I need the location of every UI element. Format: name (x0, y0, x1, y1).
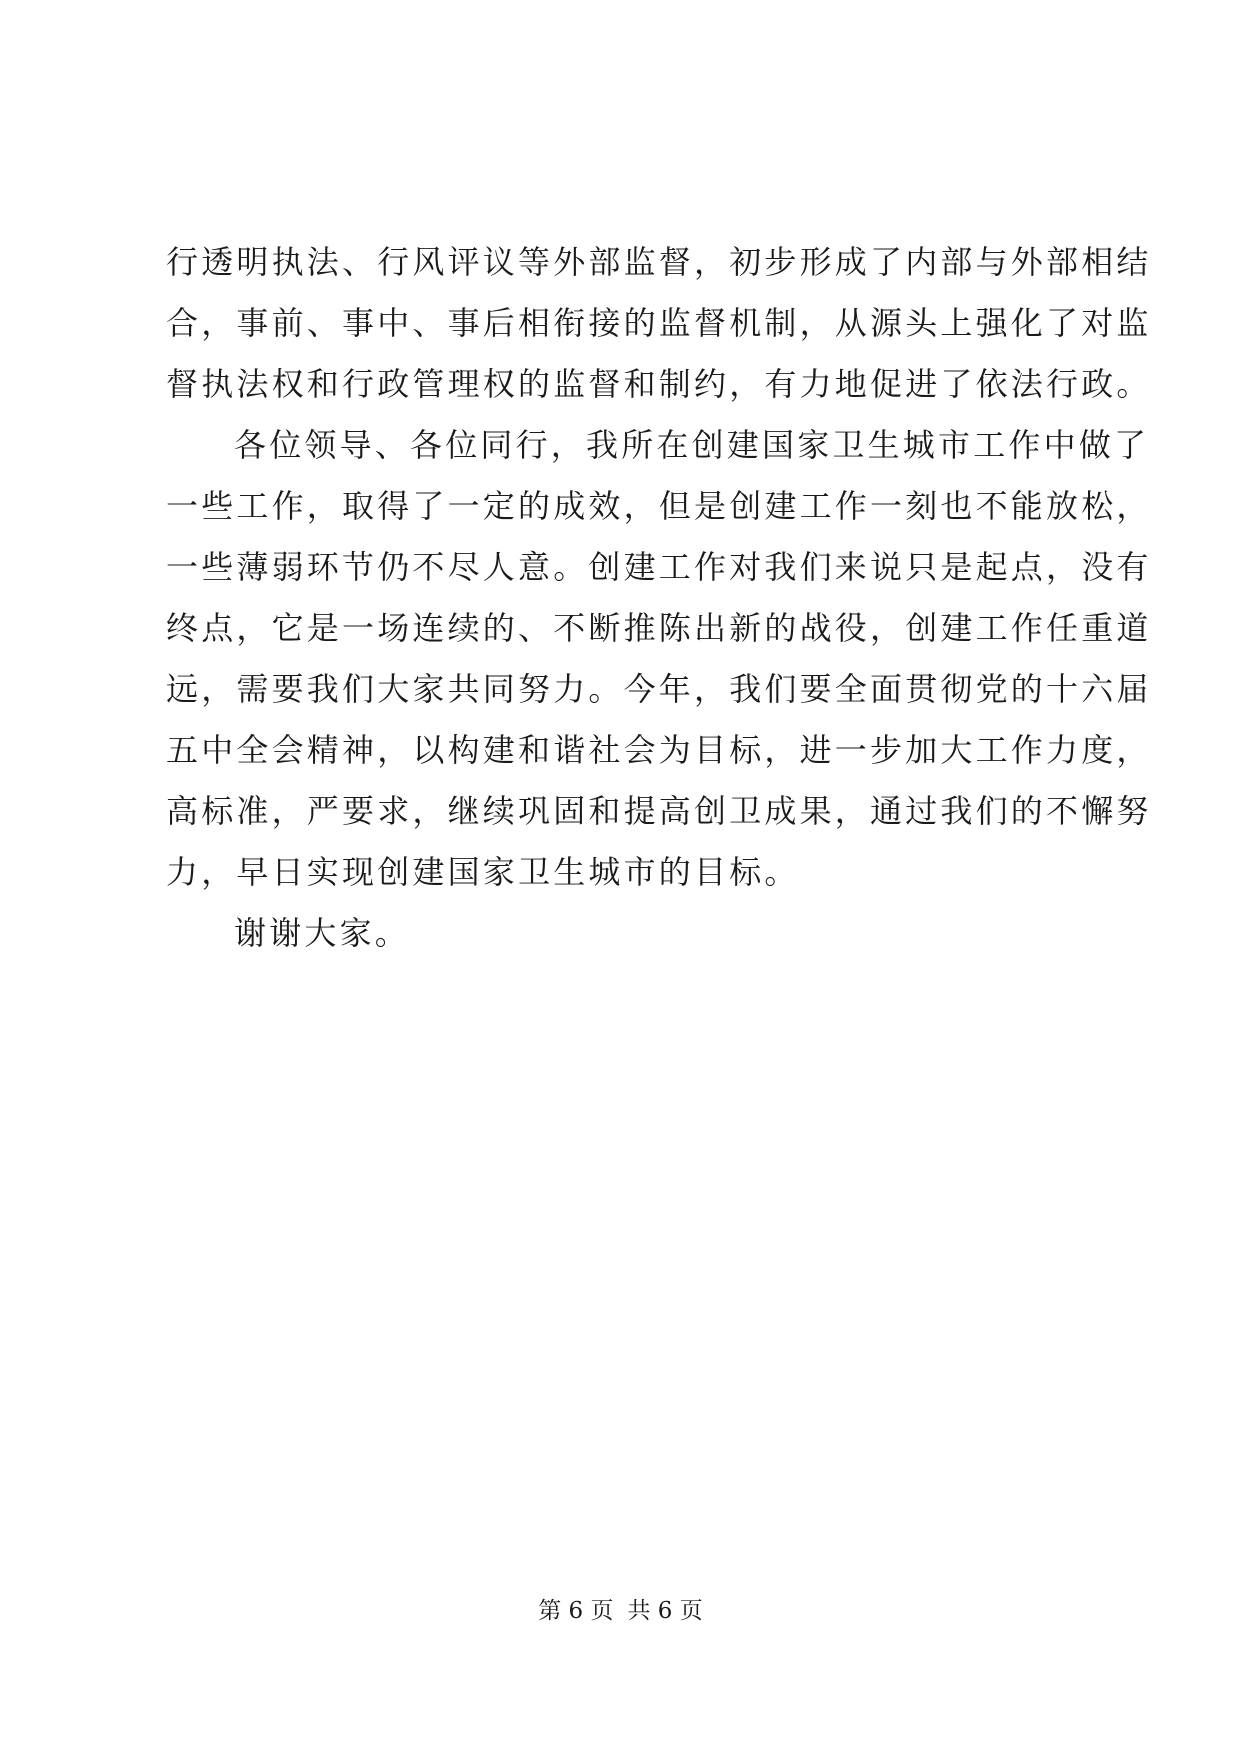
text-line: 督执法权和行政管理权的监督和制约，有力地促进了依法行政。 (166, 365, 1152, 403)
text-line: 终点，它是一场连续的、不断推陈出新的战役，创建工作任重道 (166, 609, 1152, 647)
text-line: 高标准，严要求，继续巩固和提高创卫成果，通过我们的不懈努 (166, 792, 1152, 830)
page-total: 共 6 页 (627, 1598, 703, 1624)
closing-line: 谢谢大家。 (234, 914, 411, 952)
text-line: 力，早日实现创建国家卫生城市的目标。 (166, 853, 800, 891)
paragraph-start-line: 各位领导、各位同行，我所在创建国家卫生城市工作中做了 (234, 426, 1150, 464)
text-line: 合，事前、事中、事后相衔接的监督机制，从源头上强化了对监 (166, 304, 1152, 342)
body-text (166, 232, 1152, 964)
page-number: 第 6 页 (538, 1598, 614, 1624)
text-line: 行透明执法、行风评议等外部监督，初步形成了内部与外部相结 (166, 243, 1152, 281)
page-footer (0, 1596, 1241, 1626)
text-line: 五中全会精神，以构建和谐社会为目标，进一步加大工作力度， (166, 731, 1152, 769)
text-line: 远，需要我们大家共同努力。今年，我们要全面贯彻党的十六届 (166, 670, 1152, 708)
text-line: 一些工作，取得了一定的成效，但是创建工作一刻也不能放松， (166, 487, 1152, 525)
text-line: 一些薄弱环节仍不尽人意。创建工作对我们来说只是起点，没有 (166, 548, 1152, 586)
